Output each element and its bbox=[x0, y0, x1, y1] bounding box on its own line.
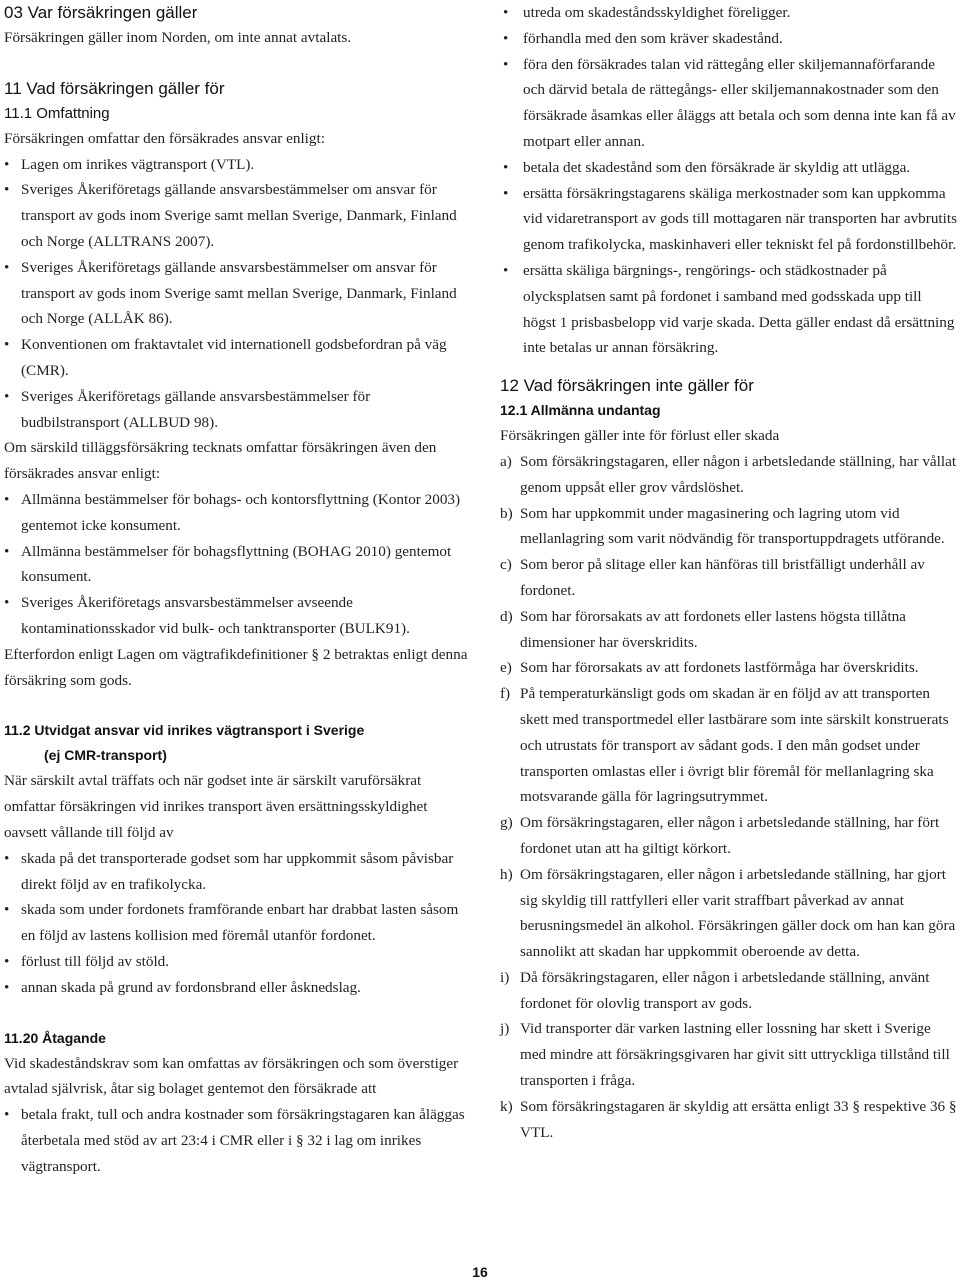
list-text: På temperaturkänsligt gods om skadan är en följd av att transporten skett med transportmedel eller lastbärare som inte särskilt konstruerats och utrustats för transport av sådant gods. I den mån godset under transporten omlastas eller i övrigt blir föremål för mellanlagring ska motsvarande gälla för lagringsutrymmet. bbox=[520, 685, 949, 806]
list-text: Om försäkringstagaren, eller någon i arbetsledande ställning, har gjort sig skyldig till rattfylleri eller varit straffbart påverkad av annat berusningsmedel än alkohol. Försäkringen gäller dock om han kan göra sannolikt att skadan har uppkommit oberoende av detta. bbox=[520, 865, 956, 961]
paragraph-11-1: Försäkringen omfattar den försäkrades ansvar enligt: bbox=[4, 129, 325, 147]
exception-item-g bbox=[500, 810, 958, 862]
paragraph-11-20: Vid skadeståndskrav som kan omfattas av försäkringen och som överstiger avtalad självrisk, åtar sig bolaget gentemot den försäkrade att bbox=[4, 1054, 459, 1098]
list-item: • Allmänna bestämmelser för bohagsflyttning (BOHAG 2010) gentemot konsument. bbox=[4, 539, 469, 591]
list-item: • föra den försäkrades talan vid rättegång eller skiljemannaförfarande och därvid betala de rättegångs- eller skiljemannakostnader som den försäkrade åsamkas eller åläggs att betala och som denna inte kan få av motpart eller annan. bbox=[500, 52, 958, 155]
exception-item-f bbox=[500, 681, 958, 810]
heading-12-1: 12.1 Allmänna undantag bbox=[500, 402, 661, 419]
list-marker: a) bbox=[500, 452, 512, 470]
list-item: • skada som under fordonets framförande enbart har drabbat lasten såsom en följd av lastens kollision med föremål utanför fordonet. bbox=[4, 897, 469, 949]
list-item: • Sveriges Åkeriföretags gällande ansvarsbestämmelser om ansvar för transport av gods inom Sverige samt mellan Sverige, Danmark, Finland och Norge (ALLTRANS 2007). bbox=[4, 177, 469, 254]
heading-12: 12 Vad försäkringen inte gäller för bbox=[500, 376, 754, 396]
paragraph-extra: Om särskild tilläggsförsäkring tecknats omfattar försäkringen även den försäkrades ansvar enligt: bbox=[4, 439, 437, 483]
exception-item-c bbox=[500, 552, 958, 604]
list-item: • utreda om skadeståndsskyldighet föreligger. bbox=[500, 0, 958, 26]
heading-11-1: 11.1 Omfattning bbox=[4, 104, 110, 122]
list-item: • betala frakt, tull och andra kostnader som försäkringstagaren kan åläggas återbetala med stöd av art 23:4 i CMR eller i § 32 i lag om inrikes vägtransport. bbox=[4, 1102, 469, 1179]
paragraph-efterfordon: Efterfordon enligt Lagen om vägtrafikdefinitioner § 2 betraktas enligt denna försäkring som gods. bbox=[4, 645, 468, 689]
exception-item-d bbox=[500, 604, 958, 656]
left-column bbox=[4, 0, 469, 1179]
list-marker: g) bbox=[500, 814, 513, 832]
spacer bbox=[4, 51, 469, 76]
heading-11-20: 11.20 Åtagande bbox=[4, 1029, 106, 1046]
list-marker: f) bbox=[500, 685, 511, 703]
spacer bbox=[4, 693, 469, 718]
exception-item-j bbox=[500, 1016, 958, 1093]
list-marker: h) bbox=[500, 865, 513, 883]
list-text: Då försäkringstagaren, eller någon i arbetsledande ställning, använt fordonet för olovlig transport av gods. bbox=[520, 968, 930, 1012]
list-marker: k) bbox=[500, 1097, 513, 1115]
right-column bbox=[500, 0, 958, 1145]
exception-item-k bbox=[500, 1094, 958, 1146]
list-text: Om försäkringstagaren, eller någon i arbetsledande ställning, har fört fordonet utan att ha giltigt körkort. bbox=[520, 814, 940, 857]
exception-item-b bbox=[500, 501, 958, 553]
list-marker: i) bbox=[500, 968, 510, 986]
list-text: Som beror på slitage eller kan hänföras till bristfälligt underhåll av fordonet. bbox=[520, 556, 925, 599]
exception-item-a bbox=[500, 449, 958, 501]
list-marker: j) bbox=[500, 1020, 510, 1038]
exception-item-h bbox=[500, 862, 958, 965]
list-text: Som försäkringstagaren är skyldig att ersätta enligt 33 § respektive 36 § VTL. bbox=[520, 1097, 957, 1141]
list-item: • Sveriges Åkeriföretags gällande ansvarsbestämmelser om ansvar för transport av gods inom Sverige samt mellan Sverige, Danmark, Finland och Norge (ALLÅK 86). bbox=[4, 255, 469, 332]
list-text: Som försäkringstagaren, eller någon i arbetsledande ställning, har vållat genom uppsåt eller grov vårdslöshet. bbox=[520, 452, 957, 496]
heading-11: 11 Vad försäkringen gäller för bbox=[4, 78, 225, 98]
list-item: • förlust till följd av stöld. bbox=[4, 949, 469, 975]
list-text: Vid transporter där varken lastning eller lossning har skett i Sverige med mindre att försäkringsgivaren har givit sitt uttryckliga tillstånd till transporten i fråga. bbox=[520, 1020, 950, 1090]
list-item: • ersätta försäkringstagarens skäliga merkostnader som kan uppkomma vid vidaretransport av gods till mottagaren när transporten har avbrutits genom trafikolycka, maskinhaveri eller tekniskt fel på fordonstillbehör. bbox=[500, 181, 958, 258]
page-number: 16 bbox=[472, 1264, 488, 1280]
spacer bbox=[4, 1001, 469, 1026]
exception-item-i bbox=[500, 965, 958, 1017]
list-item: • förhandla med den som kräver skadestånd. bbox=[500, 26, 958, 52]
heading-03: 03 Var försäkringen gäller bbox=[4, 3, 198, 22]
list-item: • ersätta skäliga bärgnings-, rengörings- och städkostnader på olycksplatsen samt på fordonet i samband med godsskada upp till högst 1 prisbasbelopp vid varje skada. Detta gäller endast då ersättning inte betalas ur annan försäkring. bbox=[500, 258, 958, 361]
list-marker: b) bbox=[500, 504, 513, 522]
list-item: • skada på det transporterade godset som har uppkommit såsom påvisbar direkt följd av en trafikolycka. bbox=[4, 846, 469, 898]
heading-11-2: 11.2 Utvidgat ansvar vid inrikes vägtransport i Sverige bbox=[4, 722, 365, 739]
list-text: Som har uppkommit under magasinering och lagring utom vid mellanlagring som varit nödvändig för transportuppdragets utförande. bbox=[520, 504, 945, 548]
paragraph-12-1: Försäkringen gäller inte för förlust eller skada bbox=[500, 427, 780, 445]
list-text: Som har förorsakats av att fordonets eller lastens högsta tillåtna dimensioner har överskridits. bbox=[520, 607, 906, 651]
list-item: • betala det skadestånd som den försäkrade är skyldig att utlägga. bbox=[500, 155, 958, 181]
list-item: • Konventionen om fraktavtalet vid internationell godsbefordran på väg (CMR). bbox=[4, 332, 469, 384]
list-item: • Lagen om inrikes vägtransport (VTL). bbox=[4, 152, 469, 178]
heading-11-2-continued: (ej CMR-transport) bbox=[44, 747, 167, 764]
exception-item-e bbox=[500, 655, 958, 681]
list-item: • Sveriges Åkeriföretags gällande ansvarsbestämmelser för budbilstransport (ALLBUD 98). bbox=[4, 384, 469, 436]
list-item: • Sveriges Åkeriföretags ansvarsbestämmelser avseende kontaminationsskador vid bulk- och tanktransporter (BULK91). bbox=[4, 590, 469, 642]
list-item: • Allmänna bestämmelser för bohags- och kontorsflyttning (Kontor 2003) gentemot icke konsument. bbox=[4, 487, 469, 539]
list-marker: c) bbox=[500, 556, 512, 574]
paragraph-03: Försäkringen gäller inom Norden, om inte annat avtalats. bbox=[4, 29, 352, 46]
list-marker: e) bbox=[500, 659, 512, 677]
list-text: Som har förorsakats av att fordonets lastförmåga har överskridits. bbox=[520, 659, 919, 677]
list-item: • annan skada på grund av fordonsbrand eller åsknedslag. bbox=[4, 975, 469, 1001]
paragraph-11-2: När särskilt avtal träffats och när godset inte är särskilt varuförsäkrat omfattar försäkringen vid inrikes transport även ersättningsskyldighet oavsett vållande till följd av bbox=[4, 772, 428, 841]
list-marker: d) bbox=[500, 607, 513, 625]
spacer bbox=[500, 361, 958, 373]
